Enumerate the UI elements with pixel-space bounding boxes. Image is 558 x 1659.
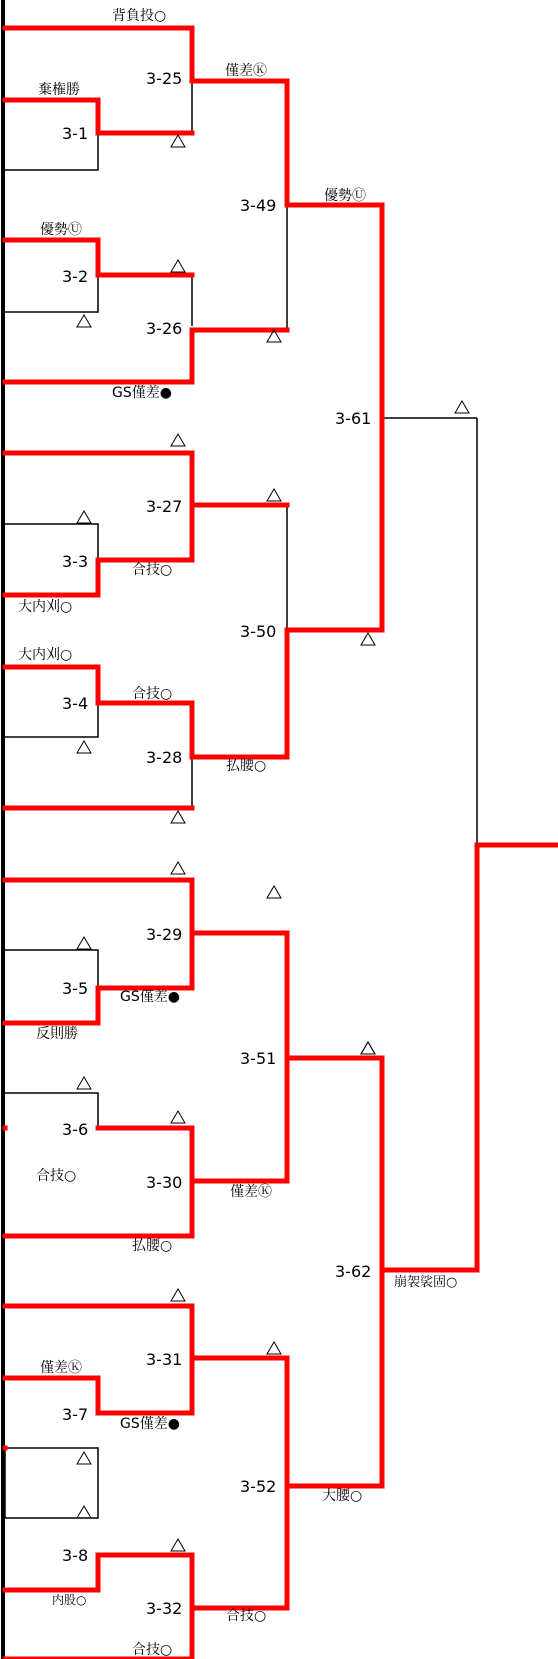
loss-triangle-icon [77,315,91,327]
match-label: 3-31 [146,1350,183,1369]
result-label: 優勢Ⓤ [40,222,82,238]
match-label: 3-27 [146,497,183,516]
loss-triangle-icon [171,1289,185,1301]
loss-triangle-icon [171,862,185,874]
match-label: 3-1 [62,124,89,143]
match-label: 3-61 [335,409,372,428]
result-label: 合技○ [226,1608,267,1624]
path-3-1 [5,100,192,133]
loss-triangle-icon [171,811,185,823]
path-3-2 [5,240,192,275]
path-3-8 [98,1486,287,1608]
match-label: 3-32 [146,1599,183,1618]
match-label: 3-52 [240,1477,277,1496]
loss-markers [77,135,469,1551]
result-label: 棄権勝 [38,82,80,98]
loss-triangle-icon [77,511,91,523]
result-label: 大内刈○ [18,599,73,615]
loss-triangle-icon [77,1077,91,1089]
result-label: 払腰○ [226,758,267,774]
result-label: 大内刈○ [18,647,73,663]
match-label: 3-6 [62,1120,89,1139]
result-label: 僅差Ⓚ [40,1360,82,1376]
loss-triangle-icon [267,1342,281,1354]
match-label: 3-8 [62,1546,89,1565]
result-label: 僅差Ⓚ [225,63,267,79]
loss-triangle-icon [361,1042,375,1054]
result-label: 合技○ [132,686,173,702]
result-label: 払腰○ [132,1238,173,1254]
result-label: 優勢Ⓤ [324,188,366,204]
match-label: 3-49 [240,196,277,215]
loss-triangle-icon [171,260,185,272]
match-label: 3-28 [146,748,183,767]
result-label: GS僅差● [120,1416,180,1432]
loss-triangle-icon [361,633,375,645]
match-label: 3-4 [62,694,89,713]
result-label: 合技○ [36,1168,77,1184]
result-label: 背負投○ [112,8,167,24]
result-label: 崩袈裟固○ [394,1275,458,1290]
match-label: 3-3 [62,552,89,571]
match-label: 3-29 [146,925,183,944]
match-label: 3-62 [335,1262,372,1281]
match-label: 3-2 [62,267,89,286]
result-label: 合技○ [132,562,173,578]
match-label: 3-7 [62,1405,89,1424]
result-label: GS僅差● [112,385,172,401]
loss-triangle-icon [77,1506,91,1518]
match-label: 3-50 [240,622,277,641]
result-label: 反則勝 [36,1026,78,1042]
loss-triangle-icon [361,1042,375,1054]
match-label: 3-5 [62,979,89,998]
match-label: 3-51 [240,1049,277,1068]
loss-triangle-icon [77,937,91,949]
result-label: GS僅差● [120,989,180,1005]
match-label: 3-30 [146,1173,183,1192]
path-3-6 [98,1058,287,1181]
result-label: 合技○ [132,1642,173,1658]
loss-triangle-icon [77,741,91,753]
match-label: 3-25 [146,69,183,88]
loss-triangle-icon [455,401,469,413]
match-label: 3-26 [146,319,183,338]
result-label: 内股○ [52,1593,87,1607]
loss-triangle-icon [171,135,185,147]
loss-triangle-icon [267,886,281,898]
match-labels [62,69,371,1618]
loss-triangle-icon [267,489,281,501]
loss-triangle-icon [77,1452,91,1464]
loss-triangle-icon [171,434,185,446]
loss-triangle-icon [171,1111,185,1123]
loss-triangle-icon [171,1539,185,1551]
result-label: 大腰○ [322,1488,363,1504]
result-label: 僅差Ⓚ [230,1184,272,1200]
